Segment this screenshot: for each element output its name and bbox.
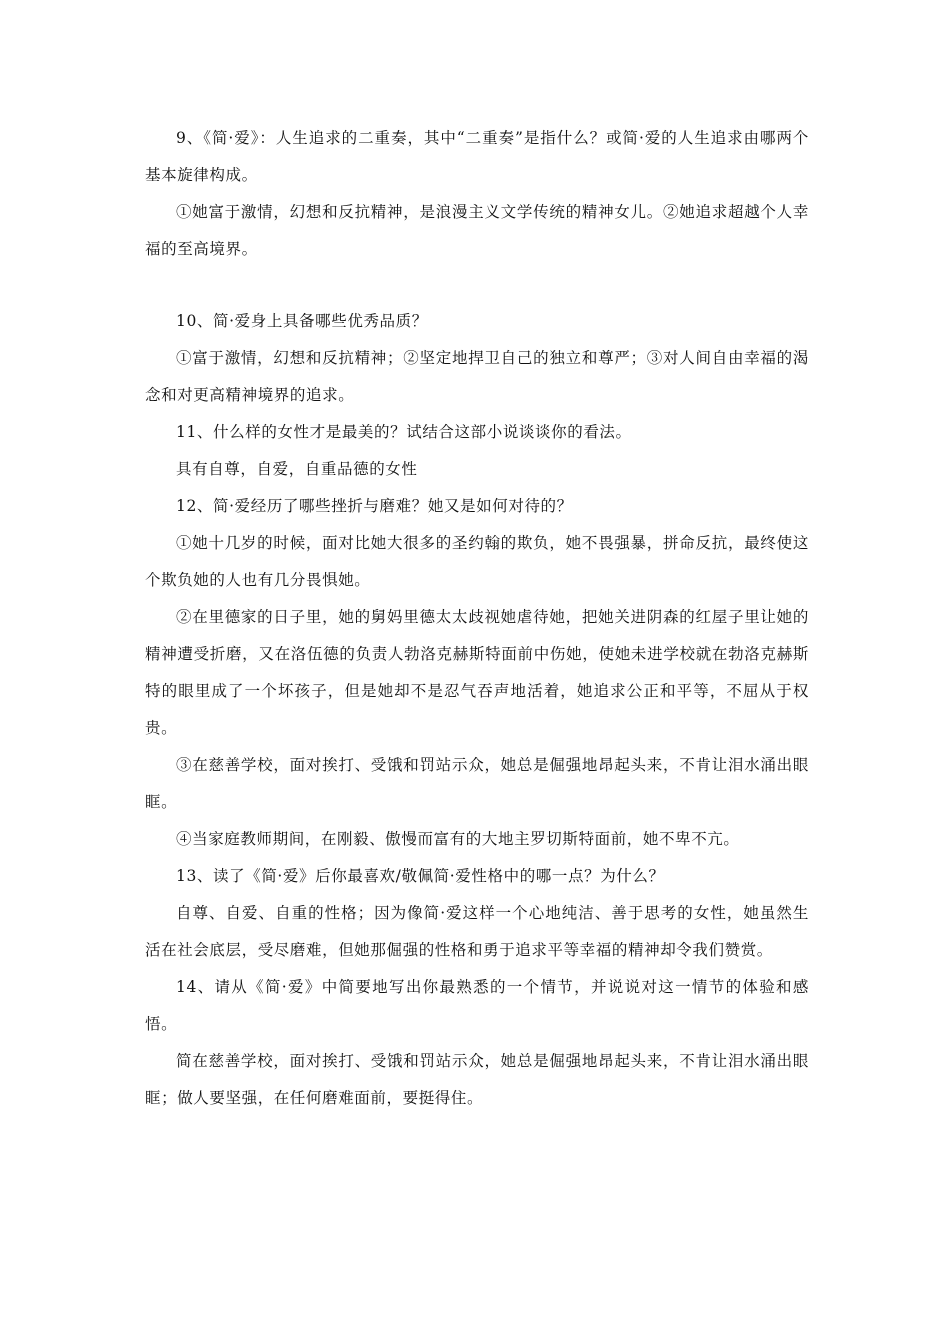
question-9: 9、《简·爱》：人生追求的二重奏，其中“二重奏”是指什么？或简·爱的人生追求由哪两个基本旋律构成。: [145, 129, 809, 184]
question-10: 10、简·爱身上具备哪些优秀品质？: [176, 312, 428, 330]
answer-14: 简在慈善学校，面对挨打、受饿和罚站示众，她总是倔强地昂起头来，不肯让泪水涌出眼眶；做人要坚强，在任何磨难面前，要挺得住。: [145, 1052, 809, 1107]
answer-12-part-3: ③在慈善学校，面对挨打、受饿和罚站示众，她总是倔强地昂起头来，不肯让泪水涌出眼眶。: [145, 756, 809, 811]
answer-11: 具有自尊，自爱，自重品德的女性: [176, 460, 418, 478]
answer-10: ①富于激情，幻想和反抗精神；②坚定地捍卫自己的独立和尊严；③对人间自由幸福的渴念和对更高精神境界的追求。: [145, 349, 809, 404]
question-14: 14、请从《简·爱》中简要地写出你最熟悉的一个情节，并说说对这一情节的体验和感悟。: [145, 978, 809, 1033]
question-11: 11、什么样的女性才是最美的？试结合这部小说谈谈你的看法。: [176, 423, 632, 441]
document-body: [145, 120, 809, 1117]
answer-12-part-4: ④当家庭教师期间，在刚毅、傲慢而富有的大地主罗切斯特面前，她不卑不亢。: [176, 830, 740, 848]
answer-13: 自尊、自爱、自重的性格；因为像简·爱这样一个心地纯洁、善于思考的女性，她虽然生活在社会底层，受尽磨难，但她那倔强的性格和勇于追求平等幸福的精神却令我们赞赏。: [145, 904, 809, 959]
answer-12-part-1: ①她十几岁的时候，面对比她大很多的圣约翰的欺负，她不畏强暴，拼命反抗，最终使这个欺负她的人也有几分畏惧她。: [145, 534, 809, 589]
question-12: 12、简·爱经历了哪些挫折与磨难？她又是如何对待的？: [176, 497, 573, 515]
paragraph-spacer: [145, 268, 809, 303]
answer-12-part-2: ②在里德家的日子里，她的舅妈里德太太歧视她虐待她，把她关进阴森的红屋子里让她的精神遭受折磨，又在洛伍德的负责人勃洛克赫斯特面前中伤她，使她未进学校就在勃洛克赫斯特的眼里成了一个坏孩子，但是她却不是忍气吞声地活着，她追求公正和平等，不屈从于权贵。: [145, 608, 809, 737]
question-13: 13、读了《简·爱》后你最喜欢/敬佩简·爱性格中的哪一点？为什么？: [176, 867, 665, 885]
answer-9: ①她富于激情，幻想和反抗精神，是浪漫主义文学传统的精神女儿。②她追求超越个人幸福的至高境界。: [145, 203, 809, 258]
